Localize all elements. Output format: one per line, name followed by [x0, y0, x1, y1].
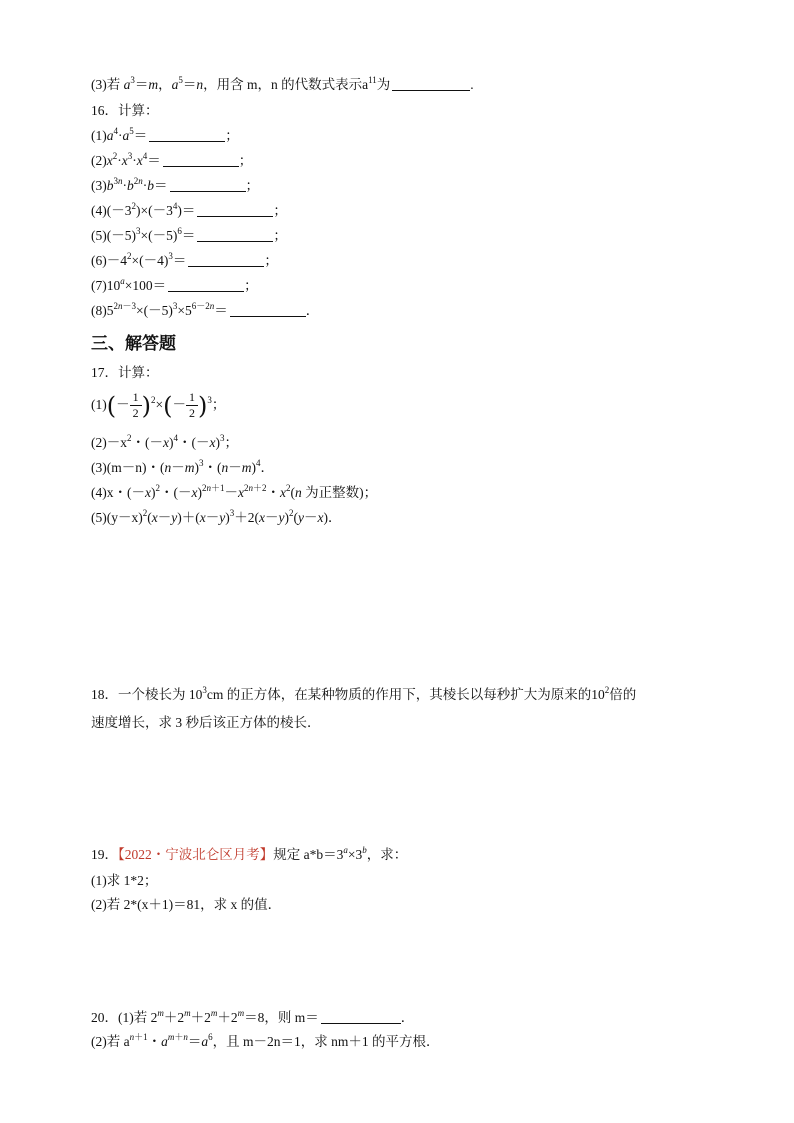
answer-blank[interactable] — [188, 252, 264, 267]
q20-sub-2: (2)若 $a^{n+1}$・$a^{m+n}=a^6$，且 m－2n＝1，求 nm＋1 的平方根． — [91, 1032, 440, 1049]
answer-blank[interactable] — [170, 177, 246, 192]
answer-blank[interactable] — [197, 227, 273, 242]
q17-item-5: $(5)(y-x)^2(x-y)+(x-y)^3+2(x-y)^2(y-x)$． — [91, 508, 342, 525]
q16-item-2: $(2)x^2\cdot x^3\cdot x^4=$ ； — [91, 151, 253, 168]
source-tag: 【2022・宁波北仑区月考】 — [118, 847, 274, 862]
q16-title: 16．计算： — [91, 103, 159, 118]
answer-blank[interactable] — [163, 152, 239, 167]
section-heading: 三、解答题 — [91, 334, 176, 354]
answer-blank[interactable] — [149, 127, 225, 142]
q15-part3: (3)若 $a^3=m$，$a^5=n$，用含 m，n 的代数式表示$a^{11}$为 . — [91, 75, 474, 92]
q17-title: 17．计算： — [91, 365, 159, 380]
answer-blank[interactable] — [197, 202, 273, 217]
q16-item-3: $(3)b^{3n}\cdot b^{2n}\cdot b=$ ； — [91, 176, 259, 193]
q20-sub-1: 20．(1)若 $2^m+2^m+2^m+2^m=8$，则 m＝ ． — [91, 1008, 415, 1025]
q17-item-3: (3)(m－n)・$(n-m)^3$・$(n-m)^4$． — [91, 458, 274, 475]
q16-item-8: $(8)5^{2n-3}\times(-5)^3\times 5^{6-2n}=$ ． — [91, 301, 320, 318]
q19-sub-1: (1)求 1*2； — [91, 873, 158, 888]
q16-item-5: $(5)(-5)^3\times(-5)^6=$ ； — [91, 226, 287, 243]
q18-line-1: 18．一个棱长为 $10^3cm$ 的正方体，在某种物质的作用下，其棱长以每秒扩大为原来的$10^2$倍的 — [91, 685, 637, 702]
q16-item-4: $(4)(-3^2)\times(-3^4)=$ ； — [91, 201, 287, 218]
q17-item-4: (4)x・$(-x)^2$・$(-x)^{2n+1}-x^{2n+2}$・$x^2(n$ 为正整数)； — [91, 483, 378, 500]
q16-item-6: $(6)-4^2\times(-4)^3=$ ； — [91, 251, 278, 268]
q16-item-1: $(1)a^4\cdot a^5=$ ； — [91, 126, 239, 143]
answer-blank[interactable] — [321, 1009, 401, 1024]
q18-line-2: 速度增长，求 3 秒后该正方体的棱长． — [91, 715, 321, 730]
q17-item-2: $(2)-x^2$・$(-x)^4$・$(-x)^3$； — [91, 433, 238, 450]
answer-blank[interactable] — [230, 302, 306, 317]
answer-blank[interactable] — [168, 277, 244, 292]
q16-item-7: $(7)10^a\times 100=$ ； — [91, 276, 258, 293]
q17-item-1: (1)(－ $\frac{1}{2}$ )$^2$×(－ $\frac{1}{2}$ )$^3$； — [91, 390, 226, 421]
q19-stem: 19．【2022・宁波北仑区月考】规定 $a*b=3^a\times 3^b$，求： — [91, 845, 408, 862]
q19-sub-2: (2)若 2*(x＋1)＝81，求 x 的值． — [91, 897, 282, 912]
answer-blank[interactable] — [392, 76, 470, 91]
